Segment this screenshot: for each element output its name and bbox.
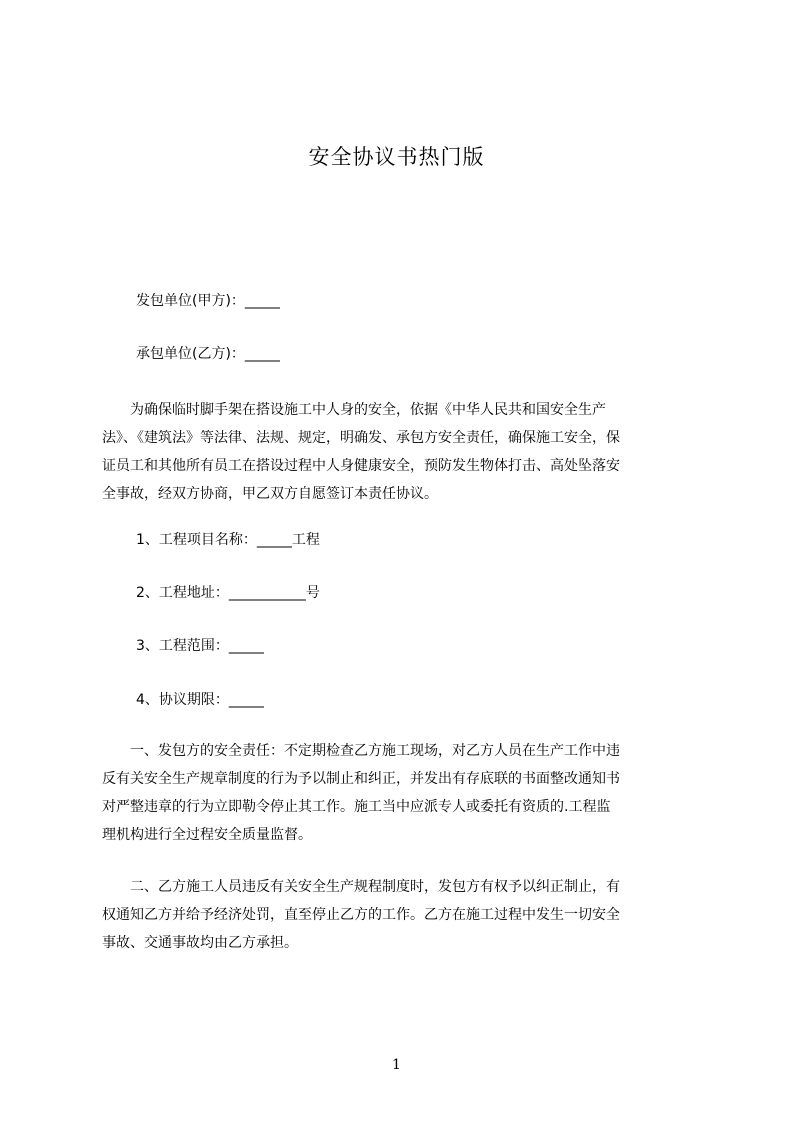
clause-1-line: 一、发包方的安全责任：不定期检查乙方施工现场，对乙方人员在生产工作中违: [102, 743, 620, 759]
clause-1-paragraph: [102, 737, 702, 849]
document-title: 安全协议书热门版: [308, 145, 485, 169]
item-project-address: 2、工程地址：___________号: [136, 585, 320, 601]
intro-line: 法》、《建筑法》等法律、法规、规定，明确发、承包方安全责任，确保施工安全，保: [102, 430, 620, 446]
clause-2-line: 事故、交通事故均由乙方承担。: [102, 935, 298, 951]
intro-line: 全事故，经双方协商，甲乙双方自愿签订本责任协议。: [102, 486, 438, 502]
page-number: 1: [392, 1057, 401, 1073]
clause-2-line: 二、乙方施工人员违反有关安全生产规程制度时，发包方有权予以纠正制止，有: [102, 879, 620, 895]
item-project-scope: 3、工程范围：_____: [136, 638, 264, 654]
party-b-line: 承包单位(乙方)：_____: [136, 346, 280, 362]
intro-line: 为确保临时脚手架在搭设施工中人身的安全，依据《中华人民共和国安全生产: [102, 402, 606, 418]
item-project-name: 1、工程项目名称：_____工程: [136, 532, 320, 548]
clause-1-line: 理机构进行全过程安全质量监督。: [102, 827, 312, 843]
intro-line: 证员工和其他所有员工在搭设过程中人身健康安全，预防发生物体打击、高处坠落安: [102, 458, 620, 474]
clause-1-line: 反有关安全生产规章制度的行为予以制止和纠正，并发出有存底联的书面整改通知书: [102, 771, 620, 787]
clause-2-paragraph: [102, 873, 702, 957]
intro-paragraph: [102, 396, 702, 508]
clause-2-line: 权通知乙方并给予经济处罚，直至停止乙方的工作。乙方在施工过程中发生一切安全: [102, 907, 620, 923]
clause-1-line: 对严整违章的行为立即勒令停止其工作。施工当中应派专人或委托有资质的.工程监: [102, 799, 611, 815]
party-a-line: 发包单位(甲方)：_____: [136, 293, 280, 309]
item-agreement-term: 4、协议期限：_____: [136, 692, 264, 708]
